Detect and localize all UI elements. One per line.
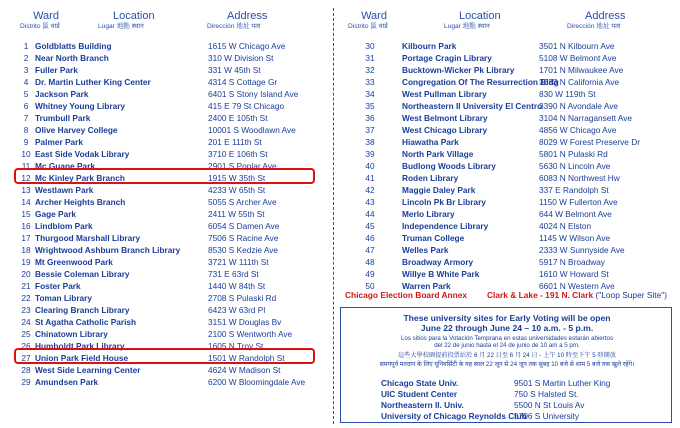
location-name: Thurgood Marshall Library [35, 233, 141, 243]
early-voting-spanish1: Los sitios para la Votación Temprana en estas universidades estarán abiertos [400, 335, 614, 342]
location-address: 5630 N Lincoln Ave [539, 161, 611, 171]
ward-number: 19 [21, 257, 31, 267]
location-name: Lindblom Park [35, 221, 93, 231]
location-address: 731 E 63rd St [208, 269, 259, 279]
location-address: 4856 W Chicago Ave [539, 125, 617, 135]
location-name: Whitney Young Library [35, 101, 126, 111]
location-address: 337 E Randolph St [539, 185, 609, 195]
location-address: 3633 N California Ave [539, 77, 620, 87]
header-address-left [207, 10, 267, 31]
ward-number: 48 [365, 257, 375, 267]
ward-number: 10 [21, 149, 31, 159]
location-address: 3151 W Douglas Bv [208, 317, 282, 327]
annex-quote: ("Loop Super Site") [595, 290, 668, 300]
location-address: 6083 N Northwest Hw [539, 173, 620, 183]
location-address: 1150 W Fullerton Ave [539, 197, 618, 207]
location-heading: Location [459, 10, 501, 22]
location-name: West Pullman Library [402, 89, 487, 99]
ward-number: 40 [365, 161, 375, 171]
ward-number: 50 [365, 281, 375, 291]
ward-number: 7 [23, 113, 29, 123]
ward-number: 4 [23, 77, 29, 87]
location-address: 1701 N Milwaukee Ave [539, 65, 624, 75]
location-name: Union Park Field House [35, 353, 129, 363]
location-address: 3104 N Narragansett Ave [539, 113, 633, 123]
location-address: 5801 N Pulaski Rd [539, 149, 608, 159]
location-name: Kilbourn Park [402, 41, 457, 51]
ward-number: 41 [365, 173, 375, 183]
ward-number: 49 [365, 269, 375, 279]
ward-number: 35 [365, 101, 375, 111]
header-location-left [98, 10, 155, 31]
ward-number: 42 [365, 185, 375, 195]
location-address: 4624 W Madison St [208, 365, 281, 375]
ward-number: 33 [365, 77, 375, 87]
location-address: 201 E 111th St [208, 137, 262, 147]
university-site-name: Northeastern Il. Univ. [381, 400, 464, 410]
location-name: West Belmont Library [402, 113, 488, 123]
location-name: Goldblatts Building [35, 41, 112, 51]
ward-number: 43 [365, 197, 375, 207]
location-name: Olive Harvey College [35, 125, 118, 135]
ward-number: 37 [365, 125, 375, 135]
address-heading: Address [585, 10, 626, 22]
ward-number: 46 [365, 233, 375, 243]
highlight-ward-25 [14, 348, 315, 364]
ward-number: 28 [21, 365, 31, 375]
location-name: Chinatown Library [35, 329, 108, 339]
highlight-ward-11 [14, 168, 315, 184]
address-subheading: Dirección 地址 पता [567, 23, 621, 30]
location-address: 8530 S Kedzie Ave [208, 245, 278, 255]
ward-number: 2 [23, 53, 29, 63]
location-address: 3390 N Avondale Ave [539, 101, 619, 111]
ward-number: 36 [365, 113, 375, 123]
ward-number: 44 [365, 209, 375, 219]
location-name: Congregation Of The Resurrection Bldg [402, 77, 559, 87]
ward-heading: Ward [361, 10, 387, 22]
location-address: 331 W 45th St [208, 65, 261, 75]
ward-number: 8 [23, 125, 29, 135]
location-name: Hiawatha Park [402, 137, 459, 147]
location-address: 2901 S Poplar Ave [208, 161, 277, 171]
location-name: North Park Village [402, 149, 474, 159]
location-address: 2100 S Wentworth Ave [208, 329, 293, 339]
ward-number: 45 [365, 221, 375, 231]
location-address: 4024 N Elston [539, 221, 592, 231]
location-address: 4233 W 65th St [208, 185, 266, 195]
university-site-address: 9501 S Martin Luther King [514, 378, 611, 388]
location-name: Clearing Branch Library [35, 305, 130, 315]
location-name: Jackson Park [35, 89, 89, 99]
ward-number: 12 [21, 173, 31, 183]
ward-number: 14 [21, 197, 31, 207]
header-ward-right [348, 10, 394, 31]
ward-heading: Ward [33, 10, 59, 22]
early-voting-spanish2: del 22 de junio hasta el 24 de junio de 10 am a 5 pm. [434, 342, 580, 349]
location-name: Roden Library [402, 173, 459, 183]
location-name: Humboldt Park Library [35, 341, 125, 351]
ward-number: 29 [21, 377, 31, 387]
location-address: 1501 W Randolph St [208, 353, 285, 363]
location-name: Amundsen Park [35, 377, 99, 387]
location-name: Archer Heights Branch [35, 197, 126, 207]
column-divider [333, 8, 335, 424]
location-name: East Side Vodak Library [35, 149, 130, 159]
location-address: 4314 S Cottage Gr [208, 77, 278, 87]
location-address: 310 W Division St [208, 53, 274, 63]
location-name: Trumbull Park [35, 113, 91, 123]
location-subheading: Lugar 地點 स्थान [98, 23, 144, 30]
location-address: 8029 W Forest Preserve Dr [539, 137, 640, 147]
location-name: Westlawn Park [35, 185, 94, 195]
ward-number: 32 [365, 65, 375, 75]
location-name: Broadway Armory [402, 257, 474, 267]
location-address: 2333 W Sunnyside Ave [539, 245, 625, 255]
annex-address: Clark & Lake - 191 N. Clark [487, 290, 594, 300]
ward-number: 1 [23, 41, 29, 51]
ward-number: 6 [23, 101, 29, 111]
location-name: Near North Branch [35, 53, 109, 63]
location-address: 3501 N Kilbourn Ave [539, 41, 615, 51]
ward-number: 13 [21, 185, 31, 195]
location-name: Bessie Coleman Library [35, 269, 130, 279]
ward-number: 11 [21, 161, 31, 171]
header-address-right [567, 10, 625, 31]
location-name: Truman College [402, 233, 465, 243]
location-name: Fuller Park [35, 65, 78, 75]
annex-label: Chicago Election Board Annex [345, 290, 468, 300]
location-address: 6423 W 63rd Pl [208, 305, 266, 315]
location-name: St Agatha Catholic Parish [35, 317, 137, 327]
location-name: Mc Kinley Park Branch [35, 173, 125, 183]
location-name: Merlo Library [402, 209, 455, 219]
ward-number: 31 [365, 53, 375, 63]
location-name: Maggie Daley Park [402, 185, 476, 195]
early-voting-box [340, 307, 672, 423]
location-name: Toman Library [35, 293, 93, 303]
location-address: 644 W Belmont Ave [539, 209, 612, 219]
ward-number: 16 [21, 221, 31, 231]
location-name: Gage Park [35, 209, 77, 219]
location-name: Welles Park [402, 245, 449, 255]
location-name: Dr. Martin Luther King Center [35, 77, 151, 87]
location-name: Willye B White Park [402, 269, 480, 279]
ward-number: 17 [21, 233, 31, 243]
location-name: Mt Greenwood Park [35, 257, 113, 267]
location-address: 830 W 119th St [539, 89, 596, 99]
ward-number: 26 [21, 341, 31, 351]
ward-number: 5 [23, 89, 29, 99]
location-address: 6200 W Bloomingdale Ave [208, 377, 306, 387]
location-address: 5055 S Archer Ave [208, 197, 277, 207]
university-site-address: 5500 N St Louis Av [514, 400, 585, 410]
ward-subheading: Distrito 區 वार्ड [20, 23, 60, 30]
location-address: 1610 W Howard St [539, 269, 609, 279]
location-name: Mc Guane Park [35, 161, 95, 171]
location-address: 3710 E 106th St [208, 149, 268, 159]
location-address: 1915 W 35th St [208, 173, 266, 183]
location-name: West Side Learning Center [35, 365, 141, 375]
location-name: Portage Cragin Library [402, 53, 492, 63]
location-address: 7506 S Racine Ave [208, 233, 279, 243]
early-voting-line2: June 22 through June 24 – 10 a.m. - 5 p.m. [420, 323, 594, 333]
early-voting-line1: These university sites for Early Voting will be open [403, 313, 611, 323]
location-address: 2411 W 55th St [208, 209, 265, 219]
location-address: 415 E 79 St Chicago [208, 101, 285, 111]
location-name: Northeastern Il University El Centro [402, 101, 543, 111]
location-address: 5108 W Belmont Ave [539, 53, 617, 63]
ward-number: 39 [365, 149, 375, 159]
header-ward-left [20, 10, 66, 31]
ward-number: 15 [21, 209, 31, 219]
location-address: 10001 S Woodlawn Ave [208, 125, 296, 135]
annex-location [487, 290, 667, 300]
ward-number: 47 [365, 245, 375, 255]
location-name: West Chicago Library [402, 125, 488, 135]
location-address: 6601 N Western Ave [539, 281, 615, 291]
university-site-address: 750 S Halsted St. [514, 389, 579, 399]
location-name: Wrightwood Ashburn Branch Library [35, 245, 181, 255]
location-name: Palmer Park [35, 137, 83, 147]
ward-number: 9 [23, 137, 29, 147]
ward-number: 3 [23, 65, 29, 75]
header-location-right [444, 10, 501, 31]
location-heading: Location [113, 10, 155, 22]
location-subheading: Lugar 地點 स्थान [444, 23, 490, 30]
ward-number: 30 [365, 41, 375, 51]
location-name: Bucktown-Wicker Pk Library [402, 65, 515, 75]
ward-subheading: Distrito 區 वार्ड [348, 23, 388, 30]
ward-number: 21 [21, 281, 31, 291]
location-address: 2708 S Pulaski Rd [208, 293, 277, 303]
location-address: 1145 W Wilson Ave [539, 233, 611, 243]
location-address: 6054 S Damen Ave [208, 221, 280, 231]
address-heading: Address [227, 10, 268, 22]
ward-number: 22 [21, 293, 31, 303]
ward-number: 38 [365, 137, 375, 147]
location-name: Warren Park [402, 281, 451, 291]
ward-number: 27 [21, 353, 31, 363]
location-address: 5917 N Broadway [539, 257, 605, 267]
location-address: 3721 W 111th St [208, 257, 269, 267]
location-name: Independence Library [402, 221, 489, 231]
university-site-address: 5706 S University [514, 411, 580, 421]
ward-number: 34 [365, 89, 375, 99]
location-name: Budlong Woods Library [402, 161, 496, 171]
university-site-name: University of Chicago Reynolds Club [381, 411, 527, 421]
university-site-name: UIC Student Center [381, 389, 458, 399]
ward-number: 24 [21, 317, 31, 327]
early-voting-chinese: 這些大學校園提前投票站於 6 月 22 日至 6 月 24 日 - 上午 10 時至下午 5 時開放 [398, 352, 616, 359]
ward-number: 20 [21, 269, 31, 279]
location-address: 1605 N Troy St [208, 341, 264, 351]
ward-number: 25 [21, 329, 31, 339]
ward-number: 18 [21, 245, 31, 255]
ward-number: 23 [21, 305, 31, 315]
location-address: 1440 W 84th St [208, 281, 266, 291]
location-address: 6401 S Stony Island Ave [208, 89, 299, 99]
location-address: 2400 E 105th St [208, 113, 268, 123]
location-name: Foster Park [35, 281, 81, 291]
early-voting-hindi: समयपूर्व मतदान के लिए यूनिवर्सिटी के यह स्थल 22 जून से 24 जून तक सुबह 10 बजे से शाम 5 बजे तक खुले रहेंगे। [379, 361, 635, 368]
university-site-name: Chicago State Univ. [381, 378, 459, 388]
address-subheading: Dirección 地址 पता [207, 23, 261, 30]
location-address: 1615 W Chicago Ave [208, 41, 286, 51]
location-name: Lincoln Pk Br Library [402, 197, 486, 207]
